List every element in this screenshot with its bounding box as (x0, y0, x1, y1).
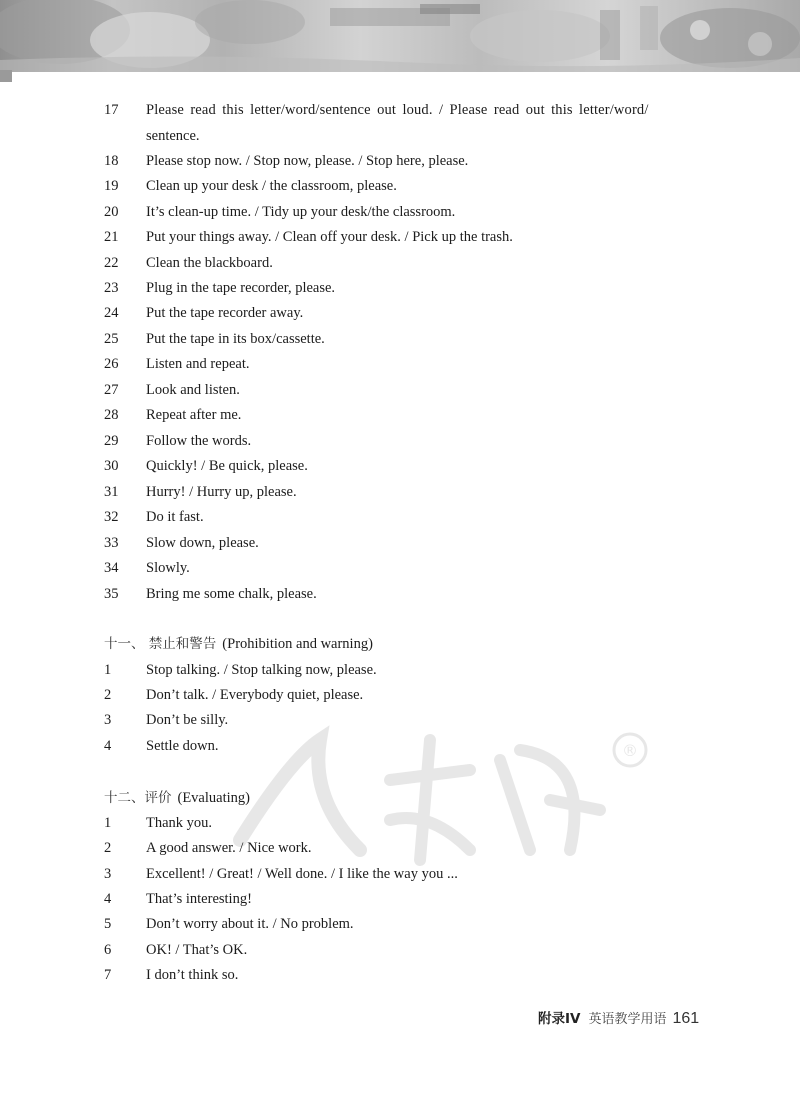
item-text: Please read this letter/word/sentence out loud. / Please read out this letter/word/ (146, 102, 649, 118)
item-text: OK! / That’s OK. (146, 942, 248, 958)
item-number: 19 (104, 178, 119, 194)
item-number: 32 (104, 509, 119, 525)
list-item (0, 275, 800, 301)
item-text: Slowly. (146, 560, 190, 576)
section-heading (0, 631, 800, 657)
list-item (0, 504, 800, 530)
heading-chinese: 十一、 禁止和警告 (104, 636, 217, 652)
header-banner (0, 0, 800, 72)
list-item (0, 300, 800, 326)
banner-corner-mark (0, 70, 12, 82)
item-number: 4 (104, 738, 112, 754)
item-number: 35 (104, 586, 119, 602)
item-number: 4 (104, 891, 112, 907)
item-number: 1 (104, 815, 112, 831)
item-number: 28 (104, 407, 119, 423)
item-number: 33 (104, 535, 119, 551)
item-text: Don’t talk. / Everybody quiet, please. (146, 687, 364, 703)
item-text: Listen and repeat. (146, 356, 250, 372)
item-text: Bring me some chalk, please. (146, 586, 317, 602)
list-item (0, 581, 800, 607)
list-item (0, 377, 800, 403)
item-text: Repeat after me. (146, 407, 242, 423)
item-text: Hurry! / Hurry up, please. (146, 484, 297, 500)
item-text: Clean up your desk / the classroom, please. (146, 178, 397, 194)
item-number: 6 (104, 942, 112, 958)
item-number: 20 (104, 204, 119, 220)
item-text: Look and listen. (146, 382, 240, 398)
item-number: 3 (104, 866, 112, 882)
item-text: Slow down, please. (146, 535, 259, 551)
list-item (0, 224, 800, 250)
item-text: Thank you. (146, 815, 213, 831)
list-item (0, 148, 800, 174)
item-text: Don’t worry about it. / No problem. (146, 916, 354, 932)
item-number: 1 (104, 662, 112, 678)
item-number: 5 (104, 916, 112, 932)
list-item (0, 733, 800, 759)
item-text: That’s interesting! (146, 891, 252, 907)
list-item (0, 657, 800, 683)
list-item (0, 402, 800, 428)
list-item (0, 886, 800, 912)
list-item (0, 428, 800, 454)
item-number: 2 (104, 840, 112, 856)
item-text: I don’t think so. (146, 967, 239, 983)
heading-chinese: 十二、评价 (104, 790, 172, 806)
item-number: 25 (104, 331, 119, 347)
list-item (0, 682, 800, 708)
heading-english: (Prohibition and warning) (222, 636, 373, 652)
list-item (0, 937, 800, 963)
list-item (0, 453, 800, 479)
item-number: 34 (104, 560, 119, 576)
item-text: Don’t be silly. (146, 712, 229, 728)
item-text: Put your things away. / Clean off your desk. / Pick up the trash. (146, 229, 513, 245)
item-text: Put the tape recorder away. (146, 305, 304, 321)
item-text: Clean the blackboard. (146, 255, 273, 271)
list-item (0, 810, 800, 836)
item-text: Quickly! / Be quick, please. (146, 458, 308, 474)
page-footer (538, 1007, 699, 1031)
item-number: 22 (104, 255, 119, 271)
item-number: 23 (104, 280, 119, 296)
item-text: Plug in the tape recorder, please. (146, 280, 336, 296)
item-number: 26 (104, 356, 119, 372)
item-text: Do it fast. (146, 509, 204, 525)
list-item (0, 530, 800, 556)
list-item (0, 707, 800, 733)
item-number: 2 (104, 687, 112, 703)
list-item (0, 835, 800, 861)
list-item (0, 326, 800, 352)
appendix-title: 英语教学用语 (588, 1012, 667, 1027)
item-number: 24 (104, 305, 119, 321)
list-item-continuation (0, 123, 800, 149)
item-number: 27 (104, 382, 119, 398)
item-number: 30 (104, 458, 119, 474)
item-text: Follow the words. (146, 433, 252, 449)
item-text: Excellent! / Great! / Well done. / I like the way you ... (146, 866, 458, 882)
list-item (0, 479, 800, 505)
item-text: Put the tape in its box/cassette. (146, 331, 325, 347)
heading-english: (Evaluating) (177, 790, 250, 806)
list-item (0, 351, 800, 377)
item-text-continued: sentence. (146, 128, 200, 144)
item-number: 21 (104, 229, 119, 245)
item-number: 18 (104, 153, 119, 169)
list-item (0, 861, 800, 887)
banner-illustration (0, 0, 800, 72)
item-text: Stop talking. / Stop talking now, please. (146, 662, 377, 678)
page-number: 161 (672, 1010, 700, 1027)
item-number: 29 (104, 433, 119, 449)
item-number: 3 (104, 712, 112, 728)
section-heading (0, 785, 800, 811)
item-text: Please stop now. / Stop now, please. / Stop here, please. (146, 153, 469, 169)
list-item (0, 97, 800, 123)
item-number: 17 (104, 102, 119, 118)
list-item (0, 173, 800, 199)
list-item (0, 199, 800, 225)
list-item (0, 911, 800, 937)
list-item (0, 962, 800, 988)
item-number: 31 (104, 484, 119, 500)
list-item (0, 250, 800, 276)
appendix-label: 附录IV (538, 1011, 581, 1027)
registered-mark: ® (622, 741, 638, 760)
item-text: A good answer. / Nice work. (146, 840, 312, 856)
list-item (0, 555, 800, 581)
item-text: Settle down. (146, 738, 219, 754)
item-number: 7 (104, 967, 112, 983)
item-text: It’s clean-up time. / Tidy up your desk/the classroom. (146, 204, 456, 220)
